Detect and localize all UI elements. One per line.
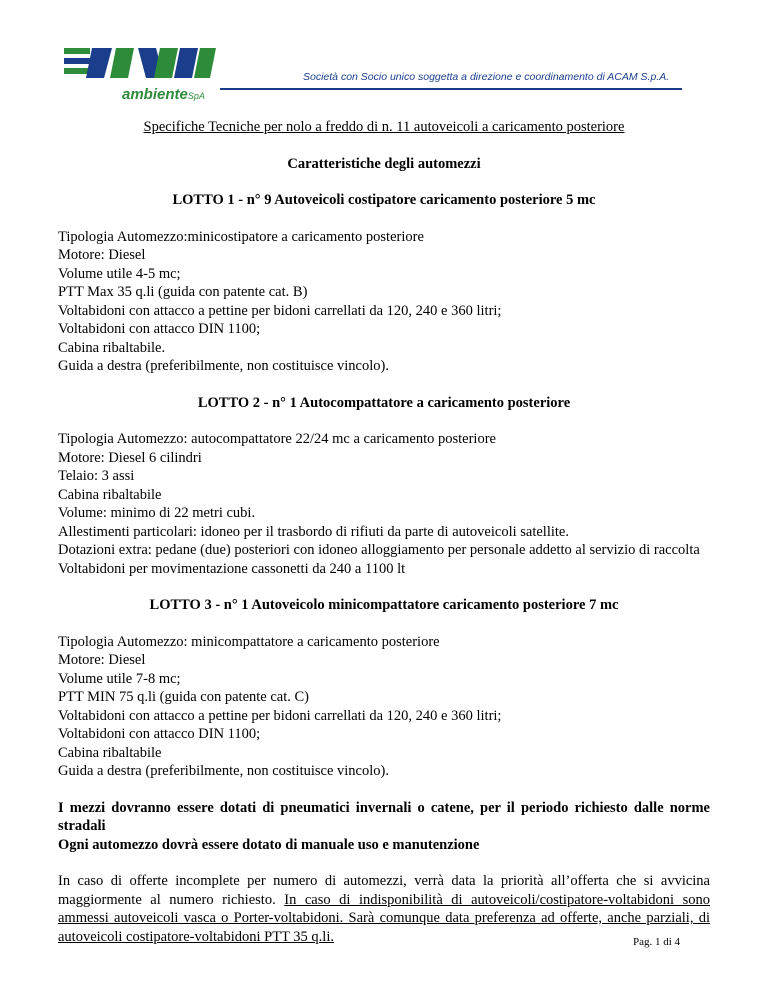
- lotto1-list: [58, 228, 710, 376]
- page-number: Pag. 1 di 4: [633, 936, 681, 948]
- document-body: [58, 118, 710, 946]
- lotto1-line: Voltabidoni con attacco a pettine per bidoni carrellati da 120, 240 e 360 litri;: [58, 302, 502, 319]
- header-rule: [220, 88, 682, 90]
- lotto1-heading: LOTTO 1 - n° 9 Autoveicoli costipatore caricamento posteriore 5 mc: [172, 192, 596, 208]
- final-paragraph: [58, 872, 710, 946]
- lotto2-line: Allestimenti particolari: idoneo per il trasbordo di rifiuti da parte di autoveicoli satellite.: [58, 523, 569, 540]
- lotto2-line: Voltabidoni per movimentazione cassonetti da 240 a 1100 lt: [58, 560, 406, 577]
- lotto3-line: Volume utile 7-8 mc;: [58, 670, 181, 687]
- lotto3-line: Voltabidoni con attacco a pettine per bidoni carrellati da 120, 240 e 360 litri;: [58, 707, 502, 724]
- logo-subtext: [122, 86, 205, 103]
- letterhead: [60, 40, 700, 110]
- lotto2-heading: LOTTO 2 - n° 1 Autocompattatore a caricamento posteriore: [197, 394, 571, 411]
- lotto3-list: [58, 633, 710, 781]
- lotto2-line: Cabina ribaltabile: [58, 486, 162, 503]
- lotto2-line: Telaio: 3 assi: [58, 468, 135, 484]
- lotto3-line: Guida a destra (preferibilmente, non costituisce vincolo).: [58, 763, 389, 779]
- final-underlined-text: In caso di indisponibilità di autoveicoli/costipatore-voltabidoni sono ammessi autoveicoli vasca o Porter-voltabidoni. Sarà comunque data preferenza ad offerte, anche parziali, di autoveicoli costipatore-voltabidoni PTT 35 q.li.: [58, 891, 711, 945]
- lotto1-line: Motore: Diesel: [58, 247, 146, 263]
- lotto2-line: Volume: minimo di 22 metri cubi.: [58, 505, 256, 521]
- lotto1-line: Cabina ribaltabile.: [58, 339, 166, 356]
- lotto1-line: Tipologia Automezzo:minicostipatore a caricamento posteriore: [58, 228, 424, 245]
- lotto3-heading: LOTTO 3 - n° 1 Autoveicolo minicompattatore caricamento posteriore 7 mc: [149, 597, 619, 613]
- bold-notes: [58, 799, 710, 855]
- header-tagline: Società con Socio unico soggetta a direzione e coordinamento di ACAM S.p.A.: [303, 71, 670, 83]
- lotto1-line: PTT Max 35 q.li (guida con patente cat. B): [58, 284, 308, 300]
- lotto3-line: Tipologia Automezzo: minicompattatore a caricamento posteriore: [58, 633, 440, 650]
- lotto2-line: Motore: Diesel 6 cilindri: [58, 449, 202, 466]
- note-tyres: I mezzi dovranno essere dotati di pneumatici invernali o catene, per il periodo richiesto dalle norme stradali: [58, 799, 710, 834]
- lotto3-line: Motore: Diesel: [58, 652, 146, 668]
- logo-sub-label: ambiente: [122, 86, 188, 103]
- lotto3-line: Cabina ribaltabile: [58, 744, 162, 761]
- final-plain-text: In caso di offerte incomplete per numero di automezzi, verrà data la priorità all’offerta che si avvicina maggiormente al numero richiesto.: [58, 873, 710, 908]
- lotto2-line: Tipologia Automezzo: autocompattatore 22/24 mc a caricamento posteriore: [58, 431, 496, 447]
- lotto1-line: Guida a destra (preferibilmente, non costituisce vincolo).: [58, 358, 389, 374]
- lotto1-line: Volume utile 4-5 mc;: [58, 265, 181, 282]
- lotto3-line: Voltabidoni con attacco DIN 1100;: [58, 726, 261, 742]
- lotto2-line: Dotazioni extra: pedane (due) posteriori con idoneo alloggiamento per personale addetto al servizio di raccolta: [58, 542, 700, 558]
- note-manual: Ogni automezzo dovrà essere dotato di manuale uso e manutenzione: [58, 836, 480, 853]
- document-subtitle: Caratteristiche degli automezzi: [287, 155, 481, 172]
- lotto2-list: [58, 430, 710, 578]
- logo-sub-suffix: SpA: [187, 91, 205, 101]
- lotto1-line: Voltabidoni con attacco DIN 1100;: [58, 321, 261, 337]
- lotto3-line: PTT MIN 75 q.li (guida con patente cat. C): [58, 689, 310, 705]
- document-title: Specifiche Tecniche per nolo a freddo di n. 11 autoveicoli a caricamento posteriore: [143, 119, 625, 135]
